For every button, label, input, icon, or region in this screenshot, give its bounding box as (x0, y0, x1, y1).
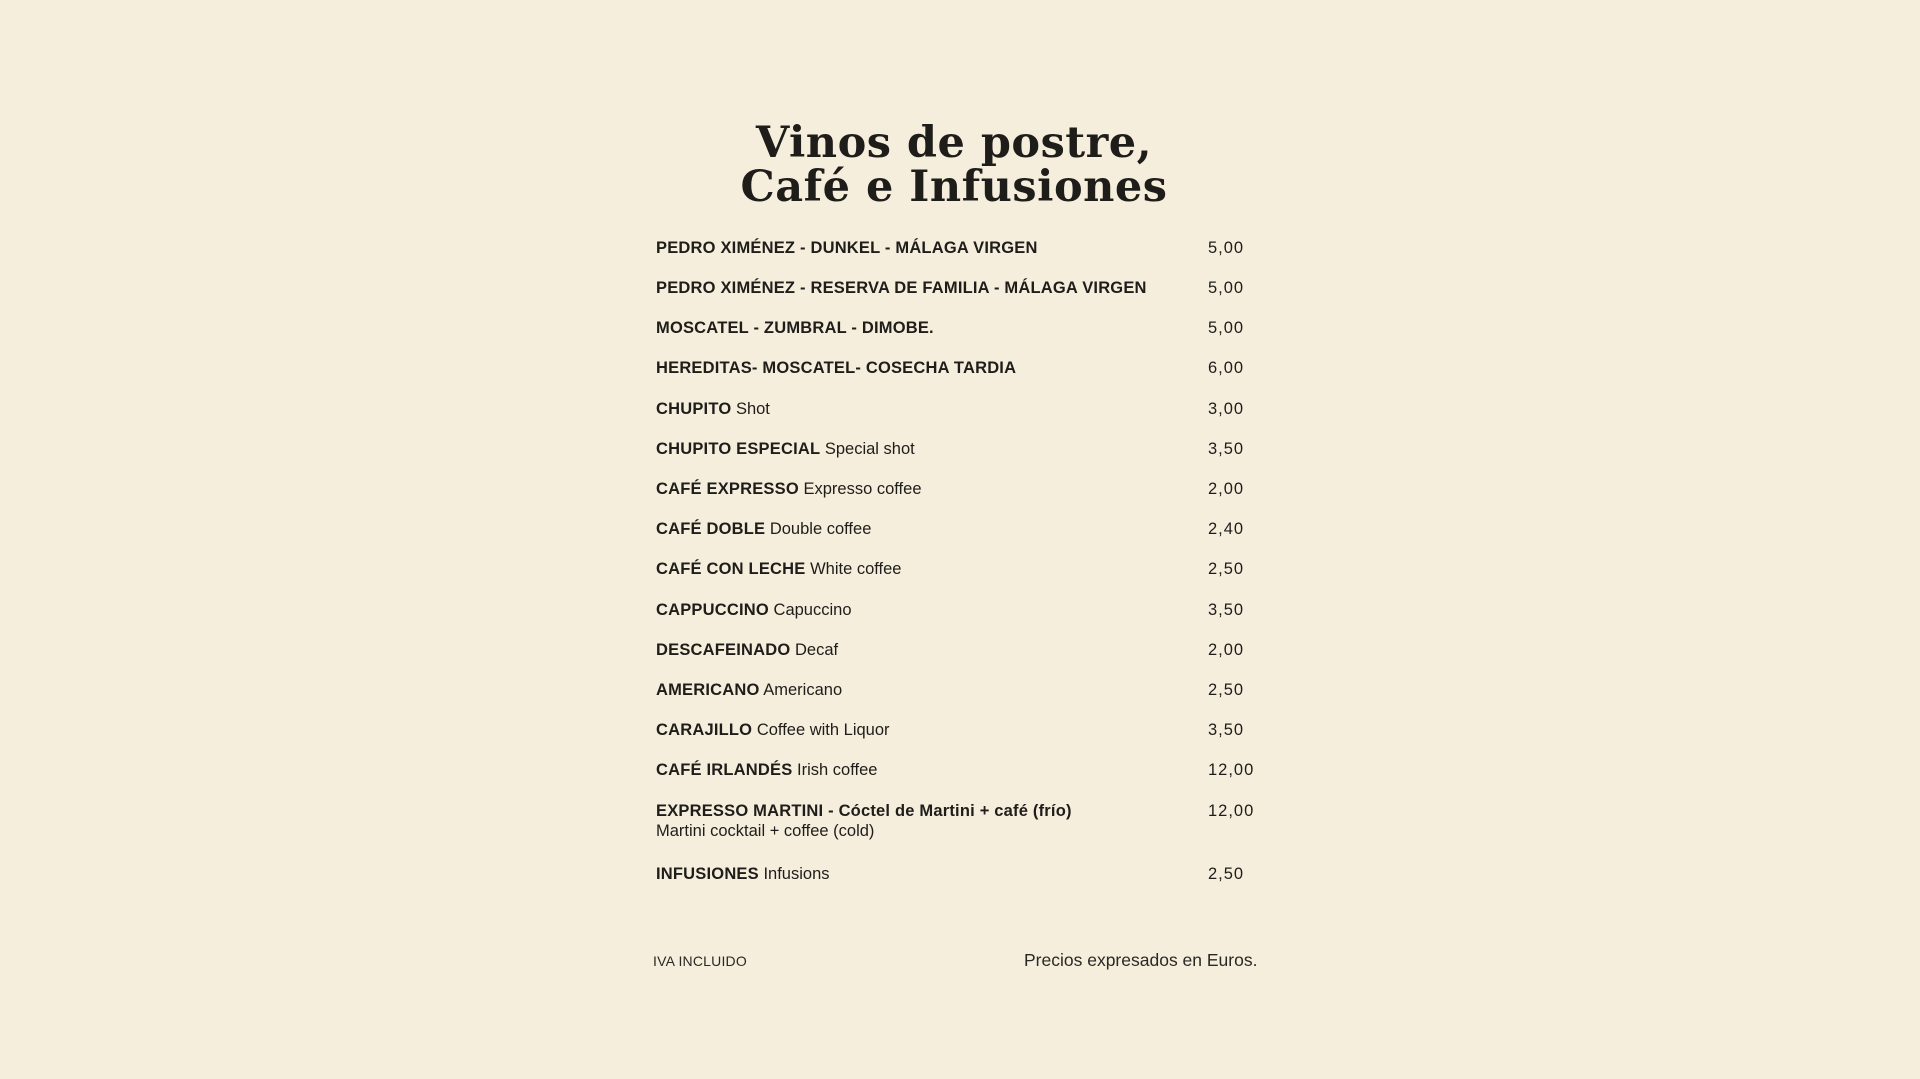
menu-title-line-1: Vinos de postre, (755, 118, 1153, 168)
item-name: CHUPITO (656, 400, 732, 418)
item-price: 2,00 (1208, 641, 1245, 659)
item-price: 5,00 (1208, 279, 1245, 297)
item-description: Americano (763, 681, 843, 699)
item-price: 6,00 (1208, 359, 1245, 377)
item-price: 2,50 (1208, 560, 1245, 578)
item-name: CAFÉ IRLANDÉS (656, 761, 793, 779)
item-description: Martini cocktail + coffee (cold) (656, 822, 875, 840)
item-name: HEREDITAS- MOSCATEL- COSECHA TARDIA (656, 359, 1017, 377)
item-price: 5,00 (1208, 319, 1245, 337)
item-price: 2,50 (1208, 681, 1245, 699)
item-name: CARAJILLO (656, 721, 753, 739)
item-name: CAFÉ CON LECHE (656, 560, 806, 578)
tax-note: IVA INCLUIDO (653, 953, 747, 969)
item-price: 5,00 (1208, 239, 1245, 257)
item-price: 12,00 (1208, 761, 1255, 779)
item-name: PEDRO XIMÉNEZ - RESERVA DE FAMILIA - MÁLAGA VIRGEN (656, 279, 1147, 297)
item-name: INFUSIONES (656, 865, 759, 883)
item-description: Coffee with Liquor (756, 721, 890, 739)
item-name: CAPPUCCINO (656, 601, 769, 619)
item-name: CAFÉ EXPRESSO (656, 480, 799, 498)
item-description: Shot (735, 400, 770, 418)
item-price: 3,50 (1208, 721, 1245, 739)
item-price: 2,00 (1208, 480, 1245, 498)
item-description: Expresso coffee (803, 480, 922, 498)
item-name: AMERICANO (656, 681, 760, 699)
item-price: 3,00 (1208, 400, 1245, 418)
item-description: Irish coffee (797, 761, 878, 779)
item-description: Infusions (763, 865, 830, 883)
item-name: EXPRESSO MARTINI - Cóctel de Martini + café (frío) (656, 802, 1072, 820)
item-description: Decaf (795, 641, 839, 659)
menu-title (656, 118, 1252, 212)
item-description: Special shot (824, 440, 915, 458)
item-name: PEDRO XIMÉNEZ - DUNKEL - MÁLAGA VIRGEN (656, 239, 1038, 257)
menu-title-line-2: Café e Infusiones (740, 162, 1168, 212)
item-price: 12,00 (1208, 802, 1255, 820)
item-price: 2,50 (1208, 865, 1245, 883)
item-name: DESCAFEINADO (656, 641, 791, 659)
item-name: CHUPITO ESPECIAL (656, 440, 821, 458)
item-name: CAFÉ DOBLE (656, 520, 766, 538)
item-description: White coffee (810, 560, 902, 578)
currency-note: Precios expresados en Euros. (1024, 950, 1258, 970)
item-price: 2,40 (1208, 520, 1245, 538)
item-name: MOSCATEL - ZUMBRAL - DIMOBE. (656, 319, 934, 337)
item-price: 3,50 (1208, 601, 1245, 619)
item-price: 3,50 (1208, 440, 1245, 458)
item-description: Capuccino (773, 601, 852, 619)
item-description: Double coffee (769, 520, 872, 538)
